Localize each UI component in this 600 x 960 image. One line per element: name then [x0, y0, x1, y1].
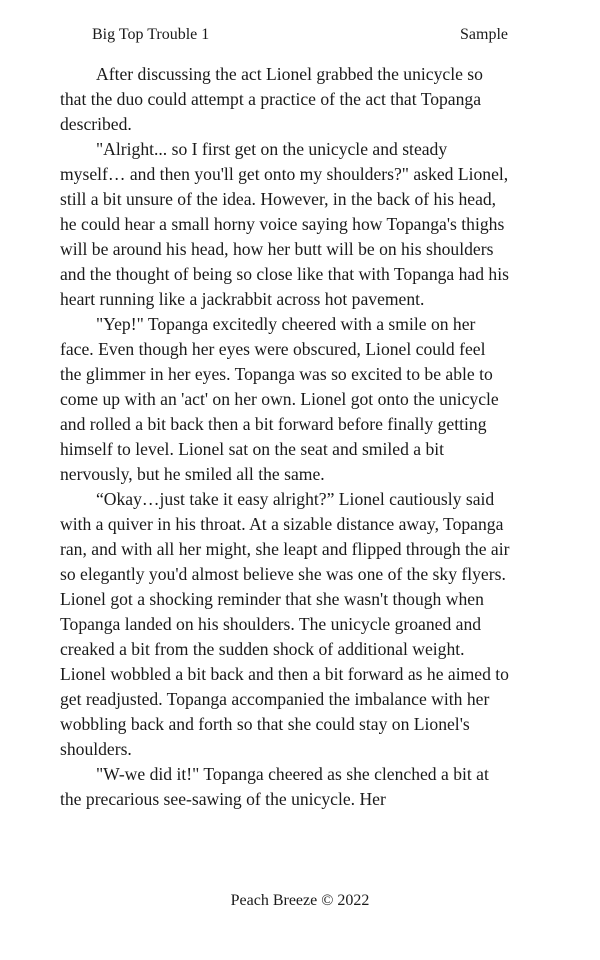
- page-header: [92, 24, 508, 46]
- paragraph: “Okay…just take it easy alright?” Lionel cautiously said with a quiver in his throat. At a sizable distance away, Topanga ran, and with all her might, she leapt and flipped through the air so elegantly you'd almost believe she was one of the sky flyers. Lionel got a shocking reminder that she wasn't though when Topanga landed on his shoulders. The unicycle groaned and creaked a bit from the sudden shock of additional weight. Lionel wobbled a bit back and then a bit forward as he aimed to get readjusted. Topanga accompanied the imbalance with her wobbling back and forth so that she could stay on Lionel's shoulders.: [60, 489, 510, 759]
- paragraph: "Alright... so I first get on the unicycle and steady myself… and then you'll get onto my shoulders?" asked Lionel, still a bit unsure of the idea. However, in the back of his head, he could hear a small horny voice saying how Topanga's thighs will be around his head, how her butt will be on his shoulders and the thought of being so close like that with Topanga had his heart running like a jackrabbit across hot pavement.: [60, 139, 509, 309]
- story-body: [60, 62, 510, 812]
- paragraph: After discussing the act Lionel grabbed the unicycle so that the duo could attempt a practice of the act that Topanga described.: [60, 64, 483, 134]
- copyright-notice: Peach Breeze © 2022: [230, 892, 370, 909]
- book-title: Big Top Trouble 1: [92, 26, 210, 43]
- sample-label: Sample: [460, 26, 508, 43]
- paragraph: "Yep!" Topanga excitedly cheered with a smile on her face. Even though her eyes were obscured, Lionel could feel the glimmer in her eyes. Topanga was so excited to be able to come up with an 'act' on her own. Lionel got onto the unicycle and rolled a bit back then a bit forward before finally getting himself to level. Lionel sat on the seat and smiled a bit nervously, but he smiled all the same.: [60, 314, 499, 484]
- paragraph: "W-we did it!" Topanga cheered as she clenched a bit at the precarious see-sawing of the unicycle. Her: [60, 764, 489, 809]
- page-footer: [0, 890, 600, 912]
